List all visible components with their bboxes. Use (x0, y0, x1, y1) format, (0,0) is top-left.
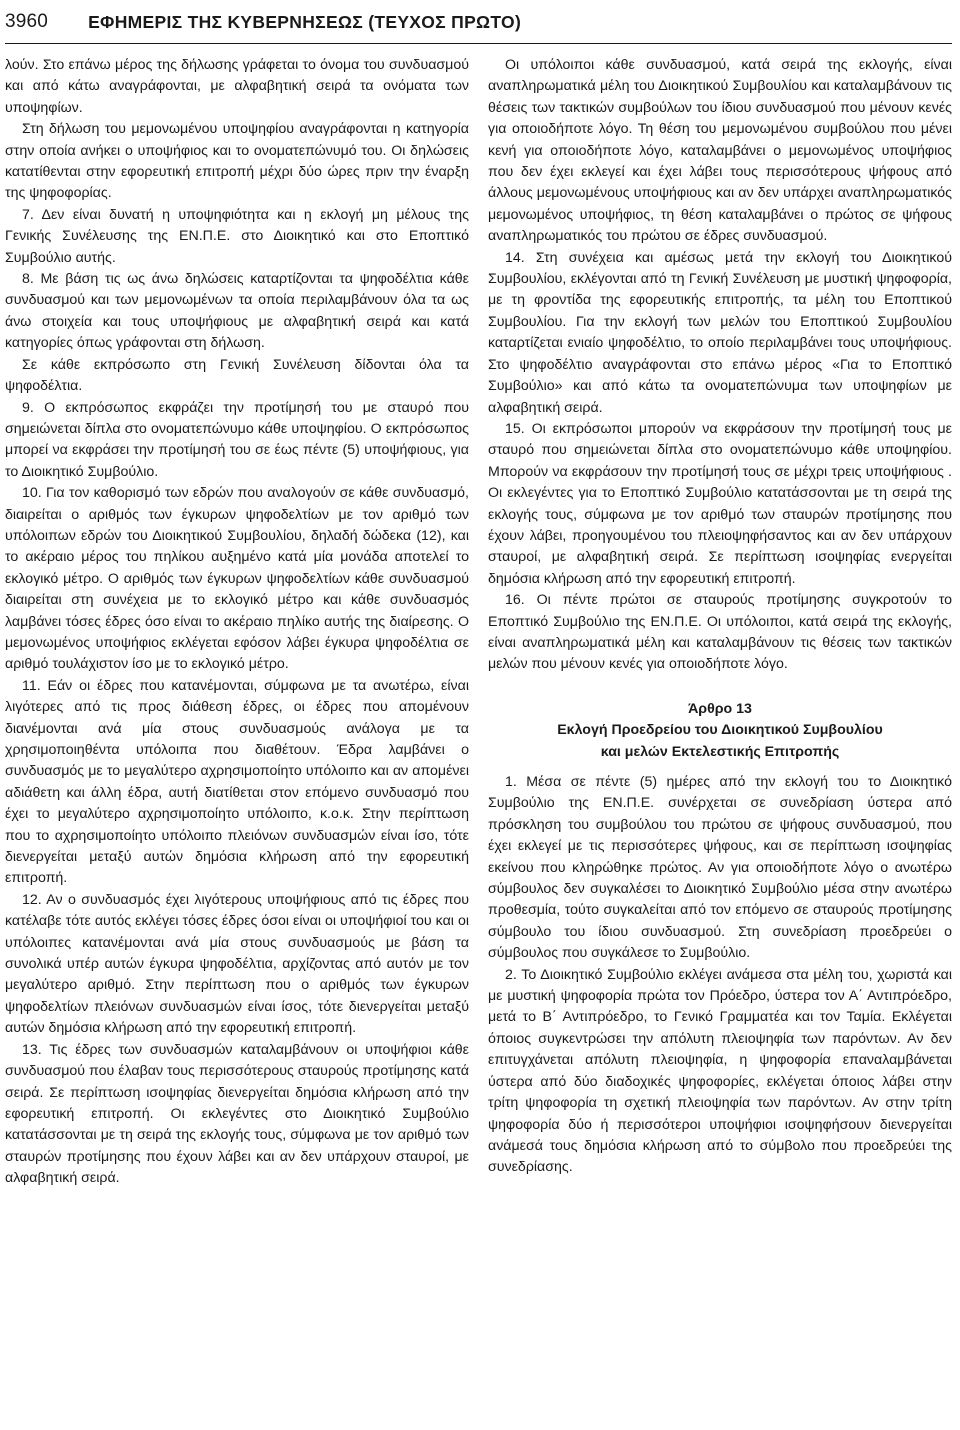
article-heading: Άρθρο 13 (688, 700, 752, 717)
paragraph: Οι υπόλοιποι κάθε συνδυασμού, κατά σειρά της εκλογής, είναι αναπληρωματικά μέλη του Διοικητικού Συμβουλίου και καταλαμβάνουν τις θέσεις των τακτικών συμβούλων του ίδιου συνδυασμού που μένουν κενές για οποιοδήποτε λόγο. Τη θέση του μεμονωμένου συμβούλου που μένει κενή για οποιοδήποτε λόγο, καταλαμβάνει ο μεμονωμένος υποψήφιος που δεν έχει εκλεγεί και έχει λάβει τους περισσότερους ψήφους από άλλους μεμονωμένους υποψήφιους και αν δεν υπάρχει αναπληρωματικός μεμονωμένος υποψήφιος, τη θέση καταλαμβάνει ο πρώτος σε ψήφους αναπληρωματικός του πρώτου σε έδρες συνδυασμού. (488, 57, 952, 245)
page-header (5, 0, 952, 44)
paragraph: λούν. Στο επάνω μέρος της δήλωσης γράφεται το όνομα του συνδυασμού και από κάτω αναγράφονται, με αλφαβητική σειρά τα ονόματα των υποψηφίων. (5, 57, 469, 116)
paragraph: 10. Για τον καθορισμό των εδρών που αναλογούν σε κάθε συνδυασμό, διαιρείται ο αριθμός των έγκυρων ψηφοδελτίων με τον αριθμό των υπόλοιπων εδρών του Διοικητικού Συμβουλίου, δηλαδή δώδεκα (12), και το ακέραιο μέρος του πηλίκου αυξημένο κατά μία μονάδα αποτελεί το εκλογικό μέτρο. Ο αριθμός των έγκυρων ψηφοδελτίων κάθε συνδυασμού διαιρείται στη συνέχεια με το εκλογικό μέτρο και κάθε συνδυασμός λαμβάνει τόσες έδρες όσο είναι το ακέραιο πηλίκο αυτής της διαίρεσης. Ο μεμονωμένος υποψήφιος εκλέγεται εφόσον λάβει έγκυρα ψηφοδέλτια σε αριθμό τουλάχιστον ίσο με το εκλογικό μέτρο. (5, 485, 469, 673)
article-title-line-2: και μελών Εκτελεστικής Επιτροπής (600, 743, 840, 760)
right-column (488, 55, 952, 1190)
left-column (5, 55, 469, 1190)
paragraph: 15. Οι εκπρόσωποι μπορούν να εκφράσουν την προτίμησή τους με σταυρό που σημειώνεται δίπλα στο ονοματεπώνυμο κάθε υποψηφίου. Μπορούν να εκφράσουν την προτίμησή τους σε μέχρι τρεις υποψήφιους . Οι εκλεγέντες για το Εποπτικό Συμβούλιο κατατάσσονται με τη σειρά της εκλογής τους, σύμφωνα με τον αριθμό των σταυρών προτίμησης που έχουν λάβει, προηγουμένου του πλειοψηφήσαντος και αν δεν υπάρχουν σταυροί, με αλφαβητική σειρά. Σε περίπτωση ισοψηφίας ενεργείται δημόσια κλήρωση από την εφορευτική επιτροπή. (488, 420, 952, 587)
paragraph: 11. Εάν οι έδρες που κατανέμονται, σύμφωνα με τα ανωτέρω, είναι λιγότερες από τις προς διάθεση έδρες, οι έδρες που απομένουν διανέμονται ανά μία στους συνδυασμούς ανάλογα με τα χρησιμοποιηθέντα υπόλοιπα που διαθέτουν. Έδρα λαμβάνει ο συνδυασμός με το μεγαλύτερο αχρησιμοποίητο υπόλοιπο και αν απομένει αδιάθετη και άλλη έδρα, αυτή διατίθεται στον επόμενο συνδυασμό που έχει το μεγαλύτερο αχρησιμοποίητο υπόλοιπο, κ.ο.κ. Στην περίπτωση που το αχρησιμοποίητο υπόλοιπο πλειόνων συνδυασμών είναι ίσο, τότε διενεργείται μεταξύ αυτών δημόσια κλήρωση από την εφορευτική επιτροπή. (5, 677, 469, 887)
paragraph: 8. Με βάση τις ως άνω δηλώσεις καταρτίζονται τα ψηφοδέλτια κάθε συνδυασμού και των μεμονωμένων τα οποία περιλαμβάνουν όλα τα ως άνω στοιχεία και τους υποψήφιους με αλφαβητική σειρά και κατά κατηγορίες όπως γράφονται στη δήλωση. (5, 271, 469, 352)
paragraph: 13. Τις έδρες των συνδυασμών καταλαμβάνουν οι υποψήφιοι κάθε συνδυασμού που έλαβαν τους περισσότερους σταυρούς προτίμησης κατά σειρά. Σε περίπτωση ισοψηφίας διενεργείται δημόσια κλήρωση από την εφορευτική επιτροπή. Οι εκλεγέντες στο Διοικητικό Συμβούλιο κατατάσσονται με τη σειρά της εκλογής τους, σύμφωνα με τον αριθμό των σταυρών προτίμησης που έχουν λάβει και αν δεν υπάρχουν σταυροί, με αλφαβητική σειρά. (5, 1041, 469, 1187)
article-title-line-1: Εκλογή Προεδρείου του Διοικητικού Συμβουλίου (557, 722, 883, 739)
text-columns (5, 55, 952, 1190)
paragraph: 2. Το Διοικητικό Συμβούλιο εκλέγει ανάμεσα στα μέλη του, χωριστά και με μυστική ψηφοφορία πρώτα τον Πρόεδρο, ύστερα τον Α΄ Αντιπρόεδρο, μετά το Β΄ Αντιπρόεδρο, το Γενικό Γραμματέα και τον Ταμία. Εκλέγεται όποιος συγκεντρώσει την απόλυτη πλειοψηφία των παρόντων. Αν δεν επιτυγχάνεται απόλυτη πλειοψηφία, η ψηφοφορία επαναλαμβάνεται ύστερα από δύο διαδοχικές ψηφοφορίες, εκλέγεται όποιος λάβει στην τρίτη ψηφοφορία τη σχετική πλειοψηφία των παρόντων. Αν στην τρίτη ψηφοφορία δύο ή περισσότεροι υποψήφιοι ισοψηφήσουν διενεργείται ανάμεσά τους δημόσια κλήρωση από το σύμβολο που προεδρεύει της συνεδρίασης. (488, 966, 952, 1176)
journal-title: ΕΦΗΜΕΡΙΣ ΤΗΣ ΚΥΒΕΡΝΗΣΕΩΣ (ΤΕΥΧΟΣ ΠΡΩΤΟ) (88, 12, 522, 32)
page-number: 3960 (5, 11, 49, 32)
paragraph: Σε κάθε εκπρόσωπο στη Γενική Συνέλευση δίδονται όλα τα ψηφοδέλτια. (5, 356, 469, 395)
paragraph: 9. Ο εκπρόσωπος εκφράζει την προτίμησή του με σταυρό που σημειώνεται δίπλα στο ονοματεπώνυμο κάθε υποψηφίου. Ο εκπρόσωπος μπορεί να εκφράσει την προτίμησή του σε έως πέντε (5) υποψήφιους, για το Διοικητικό Συμβούλιο. (5, 399, 469, 480)
paragraph: 16. Οι πέντε πρώτοι σε σταυρούς προτίμησης συγκροτούν το Εποπτικό Συμβούλιο της ΕΝ.Π.Ε. Οι υπόλοιποι, κατά σειρά της εκλογής, είναι αναπληρωματικά μέλη και καταλαμβάνουν τις θέσεις των τακτικών μελών που μένουν κενές για οποιοδήποτε λόγο. (488, 592, 952, 673)
paragraph: 12. Αν ο συνδυασμός έχει λιγότερους υποψήφιους από τις έδρες που κατέλαβε τότε αυτός εκλέγει τόσες έδρες όσοι είναι οι υποψήφιοί του και οι υπόλοιπες κατανέμονται ανά μία στους συνδυασμούς με βάση τα συνολικά υπέρ αυτών έγκυρα ψηφοδέλτια, αρχίζοντας από αυτόν με τον μεγαλύτερο αριθμό. Στην περίπτωση που ο αριθμός των έγκυρων ψηφοδελτίων πλειόνων συνδυασμών είναι ίσος, τότε διενεργείται μεταξύ αυτών δημόσια κλήρωση από την εφορευτική επιτροπή. (5, 891, 469, 1037)
paragraph: Στη δήλωση του μεμονωμένου υποψηφίου αναγράφονται η κατηγορία στην οποία ανήκει ο υποψήφιος και το ονοματεπώνυμό του. Οι δηλώσεις κατατίθενται στην εφορευτική επιτροπή μέχρι δύο ώρες πριν την έναρξη της ψηφοφορίας. (5, 121, 469, 202)
paragraph: 14. Στη συνέχεια και αμέσως μετά την εκλογή του Διοικητικού Συμβουλίου, εκλέγονται από τη Γενική Συνέλευση με μυστική ψηφοφορία, με τη φροντίδα της εφορευτικής επιτροπής, τα μέλη του Εποπτικού Συμβουλίου. Για την εκλογή των μελών του Εποπτικού Συμβουλίου καταρτίζεται ενιαίο ψηφοδέλτιο, το οποίο περιλαμβάνει τους υποψήφιους. Στο ψηφοδέλτιο αναγράφονται στο επάνω μέρος «Για το Εποπτικό Συμβούλιο» και από κάτω τα ονοματεπώνυμα των υποψηφίων με αλφαβητική σειρά. (488, 249, 952, 416)
article-title (488, 720, 952, 763)
paragraph: 7. Δεν είναι δυνατή η υποψηφιότητα και η εκλογή μη μέλους της Γενικής Συνέλευσης της ΕΝ.Π.Ε. στο Διοικητικό και στο Εποπτικό Συμβούλιο αυτής. (5, 206, 469, 266)
paragraph: 1. Μέσα σε πέντε (5) ημέρες από την εκλογή του το Διοικητικό Συμβούλιο της ΕΝ.Π.Ε. συνέρχεται σε συνεδρίαση ύστερα από πρόσκληση του συμβούλου του πρώτου σε ψήφους συνδυασμού, που έχει εκλεγεί με τις περισσότερες ψήφους, και σε περίπτωση ισοψηφίας εκείνου που κληρώθηκε πρώτος. Αν για οποιοδήποτε λόγο ο ανωτέρω σύμβουλος δεν συγκαλέσει το Διοικητικό Συμβούλιο μέσα στην ανωτέρω προθεσμία, τούτο συγκαλείται από τον επόμενο σε σταυρούς προτίμησης σύμβουλο του ίδιου συνδυασμού. Στη συνεδρίαση προεδρεύει ο σύμβουλος που συγκάλεσε το Συμβούλιο. (488, 774, 952, 962)
